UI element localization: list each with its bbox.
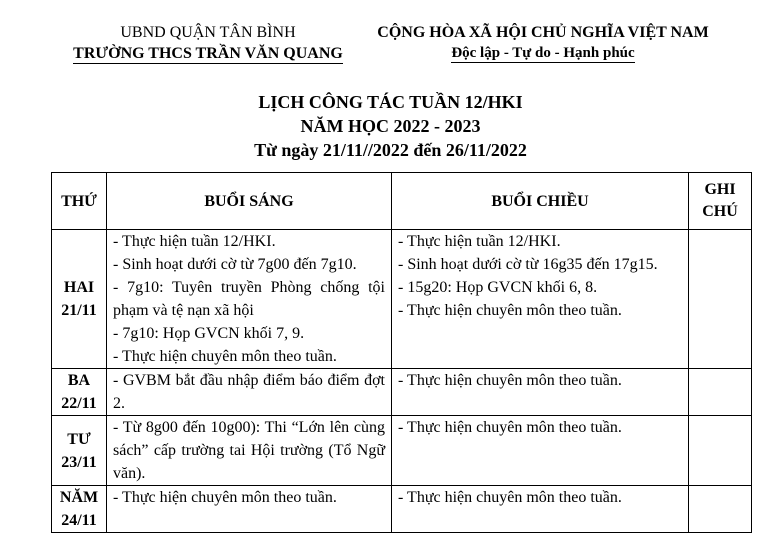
note-cell [689,230,752,369]
national-header [368,22,718,64]
table-row [52,230,752,369]
afternoon-cell: - Thực hiện tuần 12/HKI. - Sinh hoạt dưới cờ từ 16g35 đến 17g15. - 15g20: Họp GVCN khối 6, 8. - Thực hiện chuyên môn theo tuần. [392,230,689,369]
schedule-table [51,172,752,533]
table-row [52,486,752,533]
title-line-3: Từ ngày 21/11//2022 đến 26/11/2022 [254,140,527,160]
issuer-header [48,22,368,64]
note-cell [689,416,752,486]
title-line-1: LỊCH CÔNG TÁC TUẦN 12/HKI [258,92,523,112]
table-row [52,416,752,486]
morning-cell: - Từ 8g00 đến 10g00): Thi “Lớn lên cùng sách” cấp trường tai Hội trường (Tổ Ngữ văn). [107,416,392,486]
day-cell: TƯ 23/11 [52,416,107,486]
day-cell: NĂM 24/11 [52,486,107,533]
table-row [52,369,752,416]
school-name: TRƯỜNG THCS TRẦN VĂN QUANG [73,45,343,62]
note-cell [689,486,752,533]
col-morning-header: BUỔI SÁNG [107,173,392,230]
morning-cell: - GVBM bắt đầu nhập điểm báo điểm đợt 2. [107,369,392,416]
col-afternoon-header: BUỔI CHIỀU [392,173,689,230]
afternoon-cell: - Thực hiện chuyên môn theo tuần. [392,416,689,486]
day-cell: HAI 21/11 [52,230,107,369]
morning-cell: - Thực hiện tuần 12/HKI. - Sinh hoạt dưới cờ từ 7g00 đến 7g10. - 7g10: Tuyên truyền Phòng chống tội phạm và tệ nạn xã hội - 7g10: Họp GVCN khối 7, 9. - Thực hiện chuyên môn theo tuần. [107,230,392,369]
morning-cell: - Thực hiện chuyên môn theo tuần. [107,486,392,533]
col-day-header: THỨ [52,173,107,230]
afternoon-cell: - Thực hiện chuyên môn theo tuần. [392,369,689,416]
col-note-header: GHI CHÚ [689,173,752,230]
afternoon-cell: - Thực hiện chuyên môn theo tuần. [392,486,689,533]
note-cell [689,369,752,416]
header-row [52,173,752,230]
country-name: CỘNG HÒA XÃ HỘI CHỦ NGHĨA VIỆT NAM [377,24,709,41]
day-cell: BA 22/11 [52,369,107,416]
motto: Độc lập - Tự do - Hạnh phúc [451,45,635,61]
district-committee: UBND QUẬN TÂN BÌNH [120,24,296,41]
title-line-2: NĂM HỌC 2022 - 2023 [300,116,481,136]
document-title [0,90,781,162]
